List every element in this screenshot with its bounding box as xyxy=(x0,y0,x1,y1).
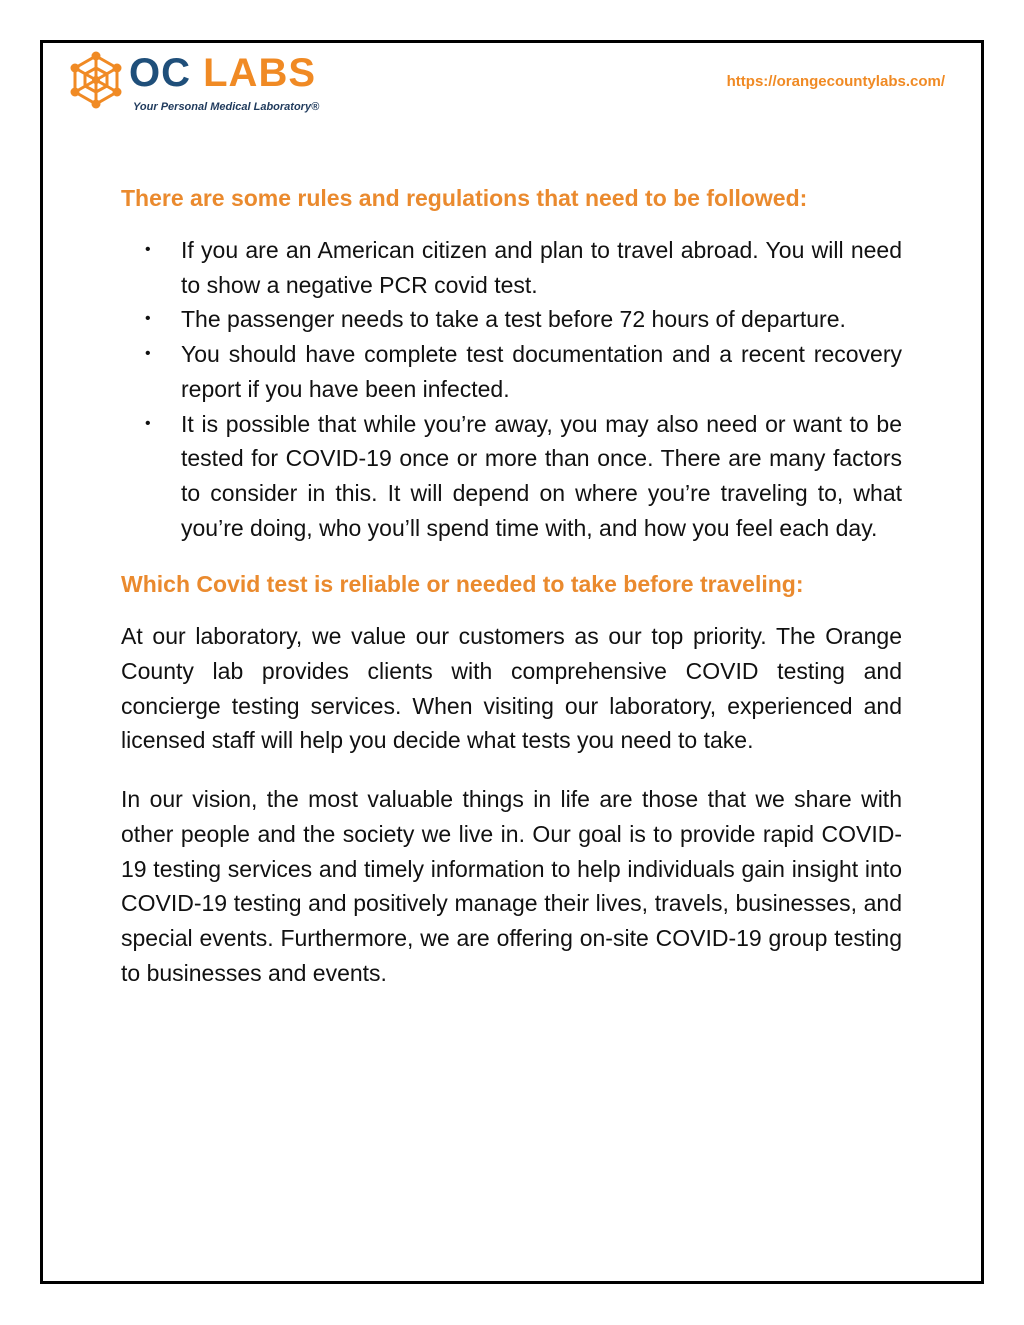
molecule-network-icon xyxy=(67,51,125,109)
list-item: • It is possible that while you’re away, you may also need or want to be tested for COVID-19 once or more than once. There are many factors to consider in this. It will depend on where you’re traveling to, what you’re doing, who you’ll spend time with, and how you feel each day. xyxy=(181,407,902,546)
logo-name-secondary: LABS xyxy=(203,51,317,95)
oc-labs-logo xyxy=(67,49,337,119)
logo-tagline: Your Personal Medical Laboratory® xyxy=(133,101,320,113)
list-item: • The passenger needs to take a test before 72 hours of departure. xyxy=(181,302,902,337)
paragraph-laboratory: At our laboratory, we value our customers as our top priority. The Orange County lab provides clients with comprehensive COVID testing and concierge testing services. When visiting our laboratory, experienced and licensed staff will help you decide what tests you need to take. xyxy=(121,623,902,754)
website-link[interactable]: https://orangecountylabs.com/ xyxy=(726,73,945,90)
list-item: • If you are an American citizen and plan to travel abroad. You will need to show a negative PCR covid test. xyxy=(181,233,902,302)
page-frame xyxy=(40,40,984,1284)
rules-heading: There are some rules and regulations that need to be followed: xyxy=(121,185,808,211)
document-body xyxy=(121,181,902,990)
list-item: • You should have complete test documentation and a recent recovery report if you have been infected. xyxy=(181,337,902,406)
logo-wordmark xyxy=(129,53,316,93)
covid-test-heading: Which Covid test is reliable or needed to take before traveling: xyxy=(121,571,804,598)
rules-list xyxy=(121,233,902,545)
paragraph-vision: In our vision, the most valuable things in life are those that we share with other people and the society we live in. Our goal is to provide rapid COVID-19 testing services and timely information to help individuals gain insight into COVID-19 testing and positively manage their lives, travels, businesses, and special events. Furthermore, we are offering on-site COVID-19 group testing to businesses and events. xyxy=(121,786,902,986)
logo-name-primary: OC xyxy=(129,51,191,95)
